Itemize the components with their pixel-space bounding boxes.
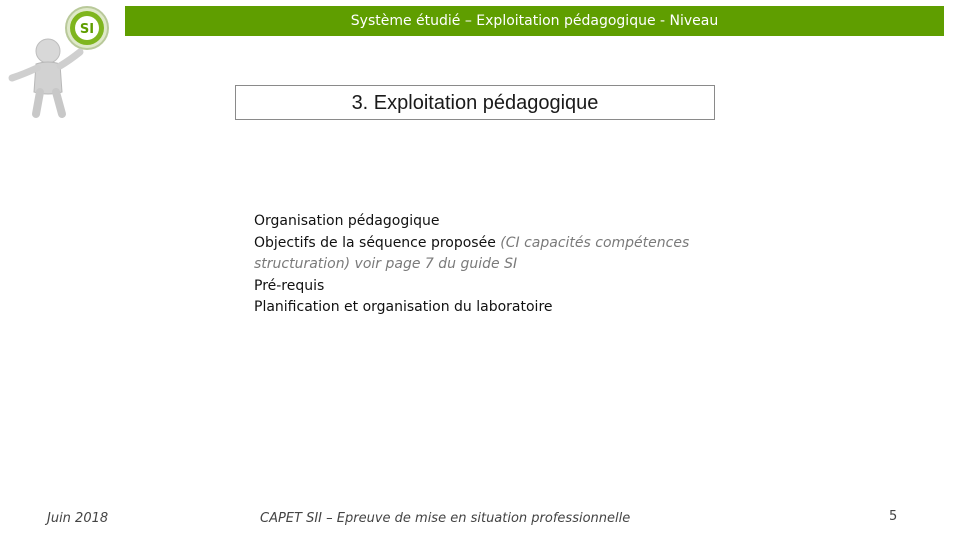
footer-date: Juin 2018 <box>47 511 109 526</box>
header-bar <box>125 6 944 36</box>
logo-badge-text: SI <box>79 22 95 37</box>
content-line-organisation: Organisation pédagogique <box>254 213 440 229</box>
content-line-prerequis: Pré-requis <box>254 277 325 294</box>
objectifs-note: (CI capacités compétences <box>500 234 690 251</box>
slide-title-box <box>235 85 715 120</box>
slide-title: 3. Exploitation pédagogique <box>351 92 599 114</box>
objectifs-text: Objectifs de la séquence proposée <box>254 234 501 251</box>
content-line-objectifs-note-cont: structuration) voir page 7 du guide SI <box>254 256 518 272</box>
si-mascot-icon <box>6 4 126 122</box>
footer-title: CAPET SII – Epreuve de mise en situation professionnelle <box>260 511 631 526</box>
content-line-planification: Planification et organisation du laboratoire <box>254 299 553 315</box>
si-mascot-logo <box>6 4 126 122</box>
content-line-objectifs <box>254 233 724 255</box>
header-title: Système étudié – Exploitation pédagogique - Niveau <box>350 13 719 29</box>
page-number: 5 <box>889 509 898 524</box>
content-list <box>254 211 724 319</box>
